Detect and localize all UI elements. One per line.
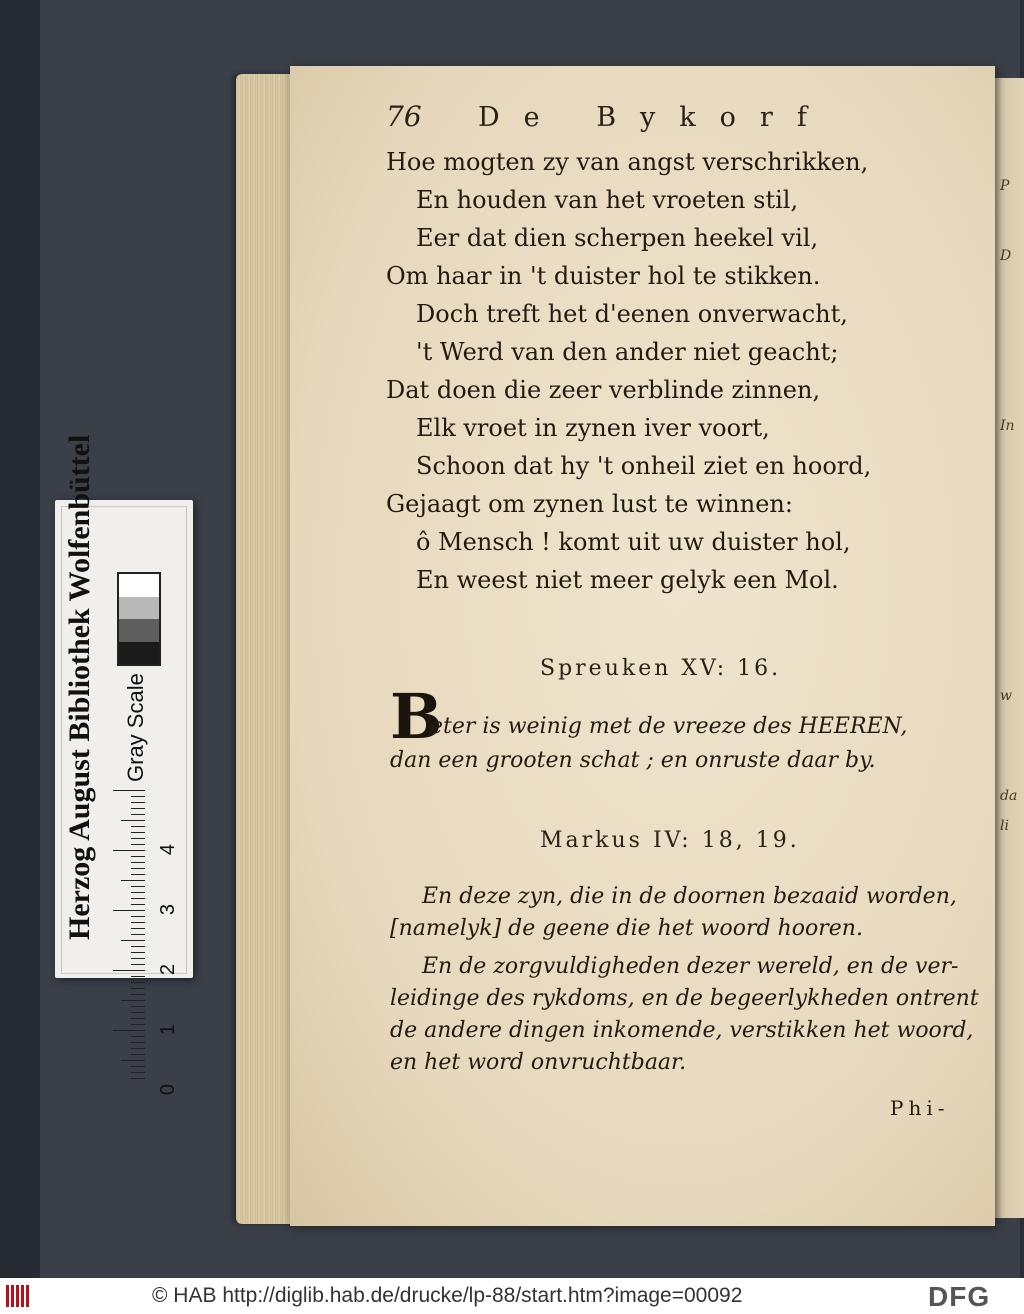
ruler-tick: [131, 796, 145, 797]
ruler-tick: [131, 994, 145, 995]
swatch: [119, 642, 159, 665]
gray-scale-ruler: [55, 434, 193, 1096]
ruler-tick: [121, 1060, 145, 1061]
scripture-line: en het word onvruchtbaar.: [390, 1050, 687, 1075]
poem-line: Hoe mogten zy van angst verschrikken,: [386, 148, 869, 176]
gray-swatches: [117, 572, 161, 666]
footer-bar: [0, 1278, 1024, 1314]
dfg-logo: DFG: [928, 1281, 991, 1312]
ruler-tick: [131, 1036, 145, 1037]
swatch: [119, 597, 159, 620]
credit-link[interactable]: © HAB http://diglib.hab.de/drucke/lp-88/start.htm?image=00092: [152, 1284, 743, 1307]
scale-number: 2: [157, 963, 180, 976]
ruler-tick: [131, 1072, 145, 1073]
ruler-tick: [113, 1030, 145, 1031]
ruler-tick: [131, 934, 145, 935]
ruler-tick: [113, 790, 145, 791]
ruler-tick: [131, 844, 145, 845]
ruler-tick: [121, 880, 145, 881]
ruler-tick: [131, 1012, 145, 1013]
ruler-tick: [131, 982, 145, 983]
ruler-tick: [131, 832, 145, 833]
ruler-tick: [131, 928, 145, 929]
swatch: [119, 574, 159, 597]
ruler-tick: [131, 1078, 145, 1079]
running-title: De Bykorf: [478, 102, 831, 133]
ruler-tick: [131, 802, 145, 803]
poem-line: Om haar in 't duister hol te stikken.: [386, 262, 821, 290]
scripture-line: En deze zyn, die in de doornen bezaaid worden,: [422, 884, 957, 909]
scale-number: 4: [157, 843, 180, 856]
ruler-tick: [131, 904, 145, 905]
gray-scale-label: Gray Scale: [123, 673, 148, 782]
poem-line: Dat doen die zeer verblinde zinnen,: [386, 376, 821, 404]
poem-line: Doch treft het d'eenen onverwacht,: [416, 300, 848, 328]
ruler-tick: [121, 1000, 145, 1001]
section-heading: Markus IV: 18, 19.: [540, 828, 800, 853]
facing-page-edge: [990, 78, 1024, 1218]
ruler-tick: [131, 922, 145, 923]
scale-number: 1: [157, 1023, 180, 1036]
facing-page-fragment: D: [1000, 248, 1012, 264]
facing-page-fragment: P: [1000, 178, 1010, 194]
institution-label: Herzog August Bibliothek Wolfenbüttel: [63, 434, 96, 940]
ruler-ticks: [113, 790, 145, 1090]
swatch: [119, 619, 159, 642]
poem-line: Gejaagt om zynen lust te winnen:: [386, 490, 793, 518]
ruler-tick: [131, 868, 145, 869]
poem-line: 't Werd van den ander niet geacht;: [416, 338, 839, 366]
scale-number: 0: [157, 1083, 180, 1096]
ruler-tick: [131, 1018, 145, 1019]
ruler-tick: [131, 952, 145, 953]
scripture-line: dan een grooten schat ; en onruste daar by.: [390, 748, 876, 773]
ruler-tick: [131, 1066, 145, 1067]
ruler-tick: [131, 946, 145, 947]
ruler-tick: [131, 814, 145, 815]
poem-line: Eer dat dien scherpen heekel vil,: [416, 224, 819, 252]
poem-line: ô Mensch ! komt uit uw duister hol,: [416, 528, 851, 556]
ruler-tick: [131, 1048, 145, 1049]
ruler-tick: [131, 958, 145, 959]
ruler-tick: [131, 898, 145, 899]
ruler-tick: [131, 916, 145, 917]
scale-number: 3: [157, 903, 180, 916]
poem-line: Schoon dat hy 't onheil ziet en hoord,: [416, 452, 872, 480]
ruler-tick: [131, 856, 145, 857]
ruler-tick: [113, 850, 145, 851]
poem-line: Elk vroet in zynen iver voort,: [416, 414, 770, 442]
ruler-tick: [131, 976, 145, 977]
facing-page-fragment: da: [1000, 788, 1018, 804]
drop-cap: B: [390, 680, 443, 753]
ruler-tick: [113, 910, 145, 911]
ruler-tick: [131, 964, 145, 965]
section-heading: Spreuken XV: 16.: [540, 656, 782, 681]
scripture-line: leidinge des rykdoms, en de begeerlykheden ontrent: [390, 986, 979, 1011]
ruler-tick: [131, 892, 145, 893]
scripture-line: [namelyk] de geene die het woord hooren.: [390, 916, 863, 941]
facing-page-fragment: In: [1000, 418, 1015, 434]
ruler-tick: [131, 808, 145, 809]
catchword: Phi-: [890, 1096, 950, 1120]
book-page-edges: [236, 74, 296, 1224]
running-header: [386, 100, 966, 140]
ruler-tick: [131, 1042, 145, 1043]
ruler-tick: [131, 874, 145, 875]
facing-page-fragment: w: [1000, 688, 1012, 704]
ruler-tick: [131, 826, 145, 827]
ruler-tick: [131, 862, 145, 863]
scripture-line: de andere dingen inkomende, verstikken het woord,: [390, 1018, 974, 1043]
ruler-tick: [131, 1006, 145, 1007]
ruler-tick: [113, 970, 145, 971]
scripture-line: eter is weinig met de vreeze des HEEREN,: [430, 714, 908, 739]
ruler-tick: [121, 940, 145, 941]
poem-line: En houden van het vroeten stil,: [416, 186, 799, 214]
ruler-tick: [131, 1054, 145, 1055]
scripture-line: En de zorgvuldigheden dezer wereld, en de ver-: [422, 954, 959, 979]
ruler-tick: [131, 886, 145, 887]
hab-logo-icon: [6, 1285, 40, 1307]
ruler-tick: [131, 1024, 145, 1025]
book-page: [290, 66, 995, 1226]
ruler-tick: [131, 838, 145, 839]
ruler-tick: [131, 988, 145, 989]
facing-page-fragment: li: [1000, 818, 1009, 834]
poem-line: En weest niet meer gelyk een Mol.: [416, 566, 839, 594]
page-number: 76: [386, 100, 422, 133]
ruler-tick: [121, 820, 145, 821]
